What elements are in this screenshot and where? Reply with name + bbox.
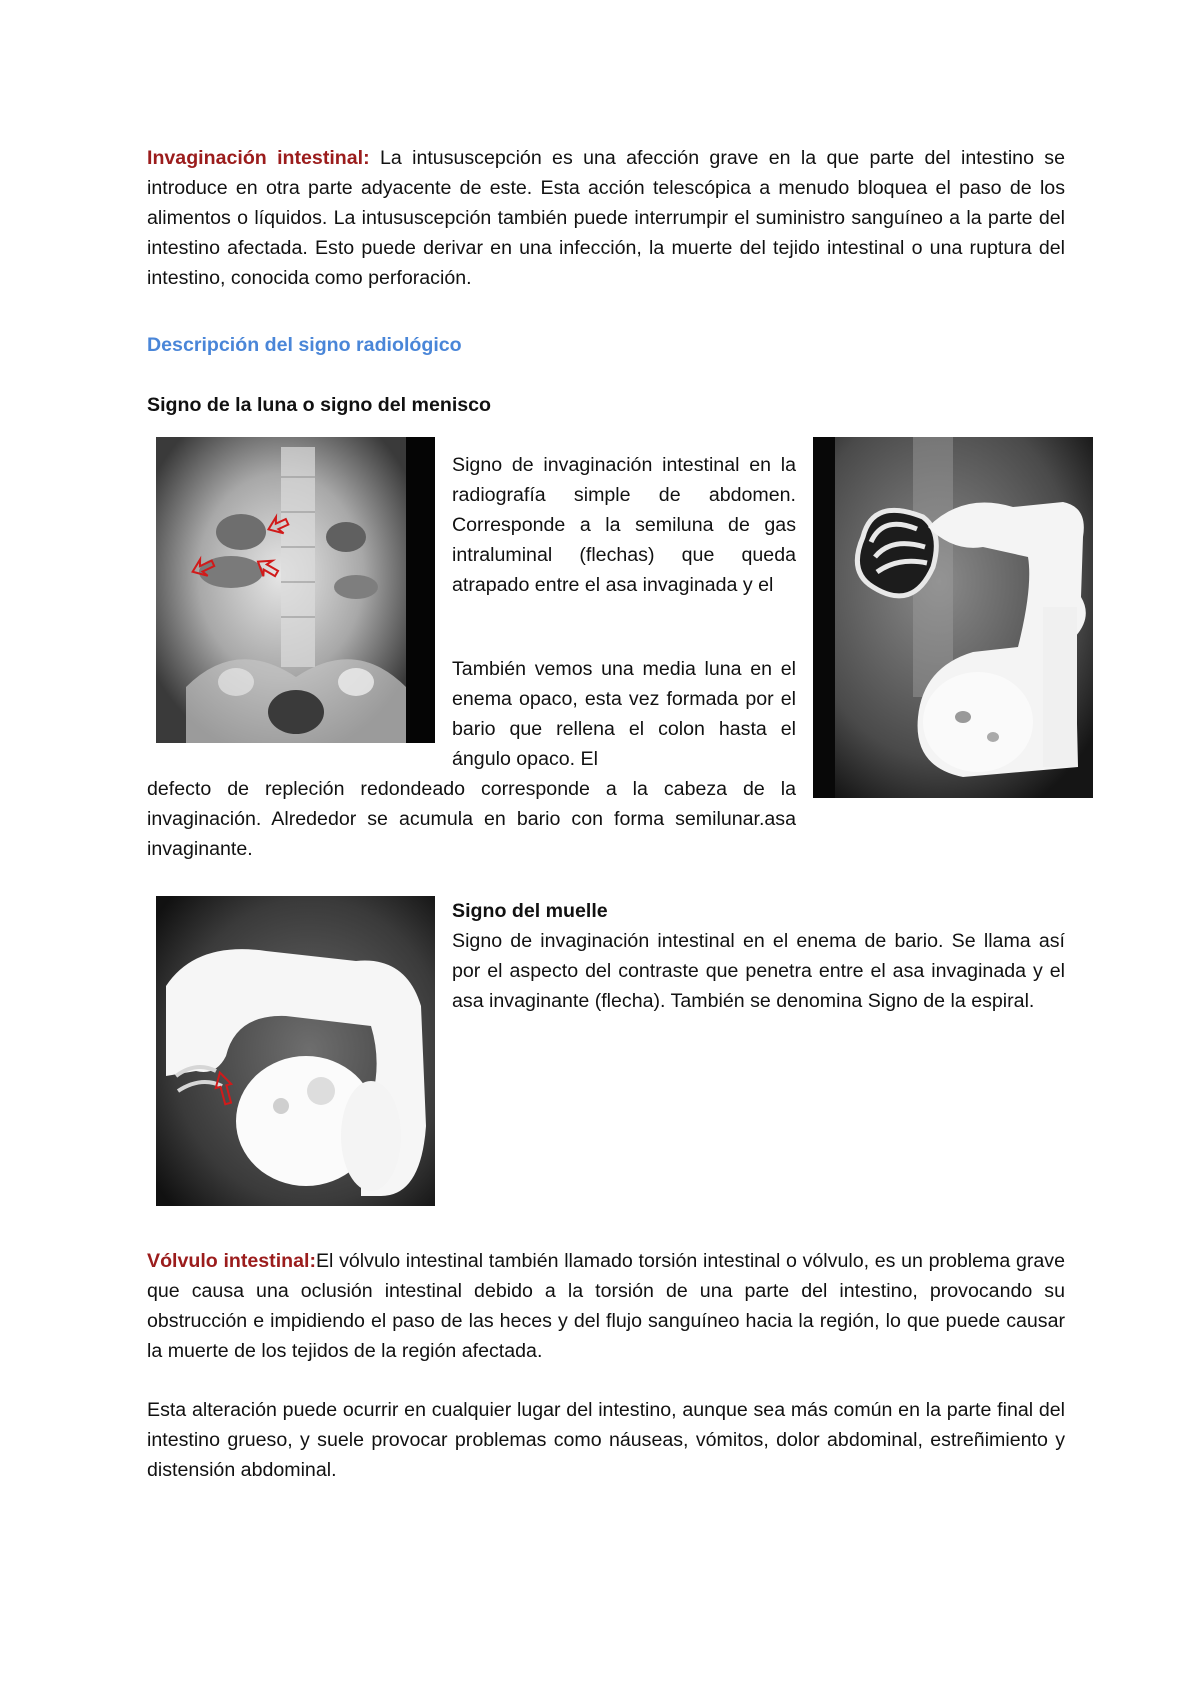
section-heading: Descripción del signo radiológico [147,334,462,356]
intro-label: Invaginación intestinal: [147,147,370,169]
volvulo-label: Vólvulo intestinal: [147,1250,316,1272]
xray-barium-enema-image [813,437,1093,798]
luna-paragraph-1: Signo de invaginación intestinal en la radiografía simple de abdomen. Corresponde a la semiluna de gas intraluminal (flechas) que queda atrapado entre el asa invaginada y el [452,454,796,596]
muelle-text: Signo de invaginación intestinal en el enema de bario. Se llama así por el aspecto del contraste que penetra entre el asa invaginada y el asa invaginante (flecha). También se denomina Signo de la espiral. [452,930,1065,1012]
luna-paragraph-2-wide: defecto de repleción redondeado corresponde a la cabeza de la invaginación. Alrededor se acumula en bario con forma semilunar.asa invaginante. [147,778,796,860]
xray-plain-abdomen-image [156,437,435,743]
closing-paragraph: Esta alteración puede ocurrir en cualquier lugar del intestino, aunque sea más común en la parte final del intestino grueso, y suele provocar problemas como náuseas, vómitos, dolor abdominal, estreñimiento y distensión abdominal. [147,1399,1065,1481]
muelle-block [452,896,1065,1016]
luna-paragraph-2-narrow: También vemos una media luna en el enema opaco, esta vez formada por el bario que rellena el colon hasta el ángulo opaco. El [452,658,796,770]
volvulo-text: El vólvulo intestinal también llamado torsión intestinal o vólvulo, es un problema grave que causa una oclusión intestinal debido a la torsión de una parte del intestino, provocando su obstrucción e impidiendo el paso de las heces y del flujo sanguíneo hacia la región, lo que puede causar la muerte de los tejidos de la región afectada. [147,1250,1065,1362]
xray-signo-muelle-image [156,896,435,1206]
muelle-title: Signo del muelle [452,900,608,922]
volvulo-paragraph [147,1246,1065,1366]
intro-text: La intususcepción es una afección grave en la que parte del intestino se introduce en otra parte adyacente de este. Esta acción telescópica a menudo bloquea el paso de los alimentos o líquidos. La intususcepción también puede interrumpir el suministro sanguíneo a la parte del intestino afectada. Esto puede derivar en una infección, la muerte del tejido intestinal o una ruptura del intestino, conocida como perforación. [147,147,1065,289]
intro-paragraph [147,143,1065,293]
luna-title: Signo de la luna o signo del menisco [147,394,492,416]
